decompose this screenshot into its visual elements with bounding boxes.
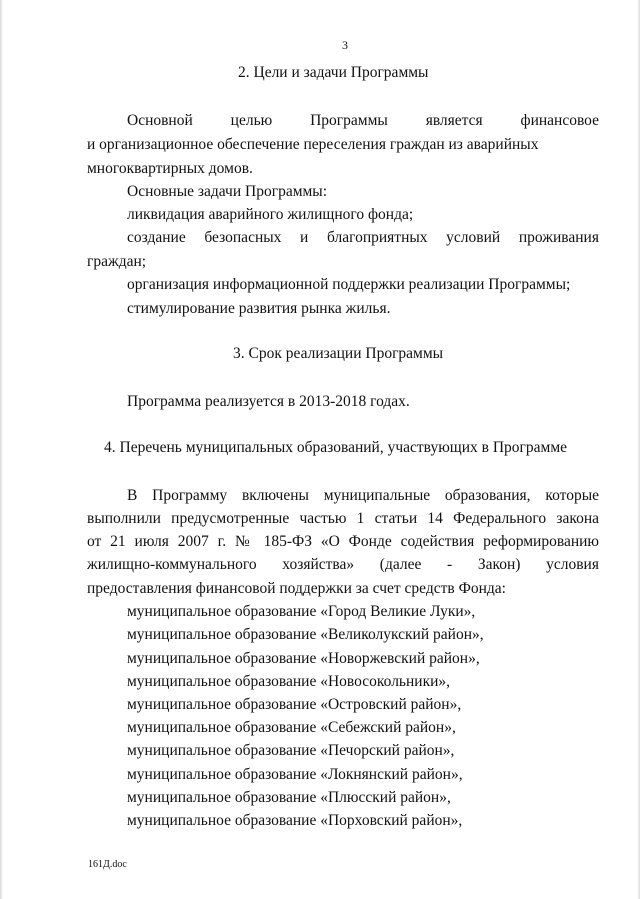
word: Основной xyxy=(127,112,193,129)
municipality-item: муниципальное образование «Плюсский район», xyxy=(127,789,451,806)
section-4-para-line2: выполнили предусмотренные частью 1 статьи 14 Федерального закона xyxy=(87,510,599,527)
scan-edge-left xyxy=(0,0,3,899)
section-2-para1-line2: и организационное обеспечение переселения граждан из аварийных xyxy=(87,136,539,153)
task-item: стимулирование развития рынка жилья. xyxy=(127,300,391,317)
word: хозяйства» xyxy=(282,556,355,573)
word: - xyxy=(447,556,453,573)
section-4-para-line3: от 21 июля 2007 г. № 185-ФЗ «О Фонде содействия реформированию xyxy=(87,533,599,550)
section-2-para1-line1 xyxy=(127,112,599,130)
word: и xyxy=(300,229,309,246)
municipality-item: муниципальное образование «Порховский район», xyxy=(127,812,463,829)
word: целью xyxy=(230,112,273,129)
task-item: ликвидация аварийного жилищного фонда; xyxy=(127,206,414,223)
footer-filename: 161Д.doc xyxy=(88,859,127,870)
section-2-para1-line3: многоквартирных домов. xyxy=(87,160,253,177)
word: условия xyxy=(546,556,599,573)
section-4-para-line5: предоставления финансовой поддержки за счет средств Фонда: xyxy=(87,580,506,597)
section-4-para-line1: В Программу включены муниципальные образования, которые xyxy=(127,487,599,504)
municipality-item: муниципальное образование «Себежский район», xyxy=(127,719,456,736)
section-2-heading: 2. Цели и задачи Программы xyxy=(238,64,429,81)
section-4-heading: 4. Перечень муниципальных образований, участвующих в Программе xyxy=(104,439,568,456)
word: безопасных xyxy=(204,229,282,246)
section-4-para-line4 xyxy=(87,556,599,574)
word: является xyxy=(425,112,483,129)
section-3-text: Программа реализуется в 2013-2018 годах. xyxy=(127,393,410,410)
word: Закон) xyxy=(477,556,521,573)
word: проживания xyxy=(518,229,599,246)
municipality-item: муниципальное образование «Новоржевский район», xyxy=(127,650,480,667)
word: (далее xyxy=(379,556,422,573)
task-2-line1 xyxy=(127,229,599,247)
municipality-item: муниципальное образование «Локнянский район», xyxy=(127,766,463,783)
word: благоприятных xyxy=(326,229,428,246)
municipality-item: муниципальное образование «Новосокольники», xyxy=(127,673,451,690)
word: условий xyxy=(446,229,501,246)
municipality-item: муниципальное образование «Город Великие Луки», xyxy=(127,603,476,620)
section-3-heading: 3. Срок реализации Программы xyxy=(233,345,444,362)
word: финансовое xyxy=(520,112,599,129)
tasks-intro: Основные задачи Программы: xyxy=(127,183,328,200)
municipality-item: муниципальное образование «Островский район», xyxy=(127,696,462,713)
word: создание xyxy=(127,229,186,246)
municipality-item: муниципальное образование «Великолукский район», xyxy=(127,626,484,643)
municipality-item: муниципальное образование «Печорский район», xyxy=(127,742,455,759)
task-2-line2: граждан; xyxy=(87,253,147,270)
word: Программы xyxy=(310,112,388,129)
page-number: 3 xyxy=(342,38,348,52)
word: жилищно-коммунального xyxy=(87,556,257,573)
task-item: организация информационной поддержки реализации Программы; xyxy=(127,276,571,293)
